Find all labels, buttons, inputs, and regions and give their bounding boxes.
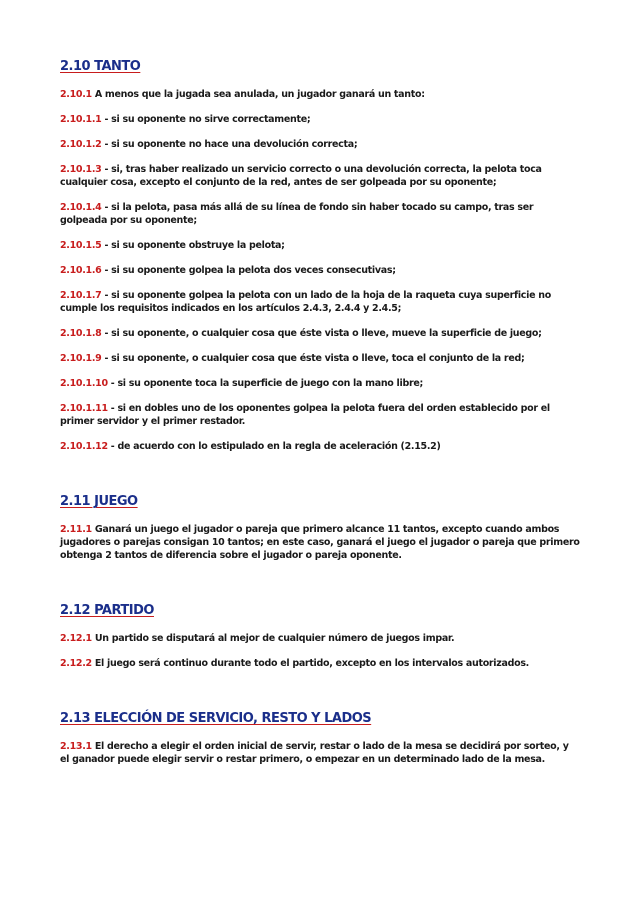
- rule-text: - de acuerdo con lo estipulado en la regla de aceleración (2.15.2): [107, 441, 441, 452]
- rule-text: - si su oponente golpea la pelota dos veces consecutivas;: [101, 265, 396, 276]
- rule-text: - si su oponente obstruye la pelota;: [101, 240, 285, 251]
- rule-paragraph: [60, 523, 580, 562]
- document-page: [60, 58, 580, 778]
- rule-text: Un partido se disputará al mejor de cualquier número de juegos impar.: [91, 633, 455, 644]
- section-spacer: [60, 465, 580, 493]
- rule-text: - si en dobles uno de los oponentes golpea la pelota fuera del orden establecido por el primer servidor y el primer restador.: [60, 403, 550, 427]
- rule-number: 2.12.1: [60, 633, 92, 644]
- rule-paragraph: [60, 327, 580, 340]
- rule-text: - si la pelota, pasa más allá de su línea de fondo sin haber tocado su campo, tras ser golpeada por su oponente;: [60, 202, 534, 226]
- section-spacer: [60, 574, 580, 602]
- section-heading: 2.11 JUEGO: [60, 494, 138, 509]
- rule-number: 2.11.1: [60, 524, 92, 535]
- rule-text: - si su oponente, o cualquier cosa que éste vista o lleve, mueve la superficie de juego;: [101, 328, 542, 339]
- rule-paragraph: [60, 88, 580, 101]
- rule-paragraph: [60, 201, 580, 227]
- rule-number: 2.10.1.2: [60, 139, 102, 150]
- section-spacer: [60, 682, 580, 710]
- rule-text: - si su oponente no hace una devolución correcta;: [101, 139, 358, 150]
- rule-text: - si su oponente golpea la pelota con un lado de la hoja de la raqueta cuya superficie no cumple los requisitos indicados en los artículos 2.4.3, 2.4.4 y 2.4.5;: [60, 290, 551, 314]
- rule-paragraph: [60, 740, 580, 766]
- rule-text: Ganará un juego el jugador o pareja que primero alcance 11 tantos, excepto cuando ambos jugadores o parejas consigan 10 tantos; en este caso, ganará el juego el jugador o pareja que primero obtenga 2 tantos de diferencia sobre el jugador o pareja oponente.: [60, 524, 580, 561]
- section-eleccion-servicio: [60, 710, 580, 766]
- rule-number: 2.10.1.6: [60, 265, 102, 276]
- rule-number: 2.10.1.11: [60, 403, 108, 414]
- section-partido: [60, 602, 580, 670]
- rule-number: 2.13.1: [60, 741, 92, 752]
- rule-number: 2.10.1.7: [60, 290, 102, 301]
- rule-number: 2.10.1.1: [60, 114, 102, 125]
- section-heading: 2.10 TANTO: [60, 59, 141, 74]
- rule-number: 2.12.2: [60, 658, 92, 669]
- rule-paragraph: [60, 657, 580, 670]
- rule-paragraph: [60, 113, 580, 126]
- rule-text: - si, tras haber realizado un servicio correcto o una devolución correcta, la pelota toca cualquier cosa, excepto el conjunto de la red, antes de ser golpeada por su oponente;: [60, 164, 542, 188]
- rule-paragraph: [60, 163, 580, 189]
- rule-number: 2.10.1.3: [60, 164, 102, 175]
- rule-text: El juego será continuo durante todo el partido, excepto en los intervalos autorizados.: [91, 658, 529, 669]
- rule-number: 2.10.1.5: [60, 240, 102, 251]
- section-tanto: [60, 58, 580, 453]
- rule-number: 2.10.1.4: [60, 202, 102, 213]
- section-juego: [60, 493, 580, 562]
- rule-text: - si su oponente, o cualquier cosa que éste vista o lleve, toca el conjunto de la red;: [101, 353, 525, 364]
- rule-paragraph: [60, 440, 580, 453]
- rule-text: - si su oponente toca la superficie de juego con la mano libre;: [107, 378, 423, 389]
- rule-text: A menos que la jugada sea anulada, un jugador ganará un tanto:: [91, 89, 425, 100]
- rule-number: 2.10.1.10: [60, 378, 108, 389]
- rule-number: 2.10.1: [60, 89, 92, 100]
- rule-paragraph: [60, 264, 580, 277]
- rule-number: 2.10.1.12: [60, 441, 108, 452]
- section-heading: 2.12 PARTIDO: [60, 603, 154, 618]
- rule-number: 2.10.1.8: [60, 328, 102, 339]
- rule-paragraph: [60, 402, 580, 428]
- rule-paragraph: [60, 632, 580, 645]
- rule-paragraph: [60, 352, 580, 365]
- rule-paragraph: [60, 377, 580, 390]
- section-heading: 2.13 ELECCIÓN DE SERVICIO, RESTO Y LADOS: [60, 711, 372, 726]
- rule-paragraph: [60, 289, 580, 315]
- rule-paragraph: [60, 138, 580, 151]
- rule-text: - si su oponente no sirve correctamente;: [101, 114, 311, 125]
- rule-text: El derecho a elegir el orden inicial de servir, restar o lado de la mesa se decidirá por sorteo, y el ganador puede elegir servir o restar primero, o empezar en un determinado lado de la mesa.: [60, 741, 569, 765]
- rule-number: 2.10.1.9: [60, 353, 102, 364]
- rule-paragraph: [60, 239, 580, 252]
